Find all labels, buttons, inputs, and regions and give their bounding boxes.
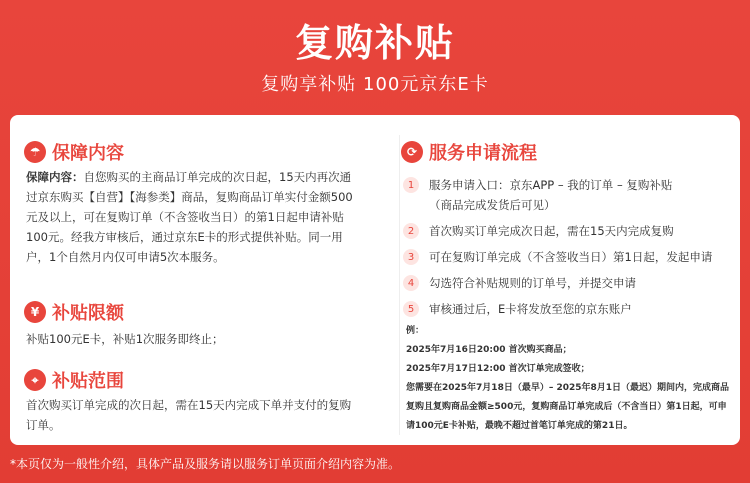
step-number: 5 <box>403 301 419 317</box>
guarantee-line-4: 100元。经我方审核后，通过京东E卡的形式提供补贴。同一用 <box>26 230 343 244</box>
yen-icon: ¥ <box>24 301 46 323</box>
example-line-2: 2025年7月17日12:00 首次订单完成签收； <box>406 364 590 374</box>
step-text: 审核通过后，E卡将发放至您的京东账户 <box>429 302 632 316</box>
guarantee-line-1: 自您购买的主商品订单完成的次日起，15天内再次通 <box>83 170 352 184</box>
example-line-5: 请100元E卡补贴，最晚不超过首笔订单完成的第21日。 <box>406 421 633 431</box>
process-steps <box>403 175 733 325</box>
umbrella-icon: ☂ <box>24 141 46 163</box>
guarantee-line-2: 过京东购买【自营】【海参类】商品，复购商品订单实付金额500 <box>26 190 353 204</box>
process-step <box>403 247 733 267</box>
process-header <box>401 139 537 165</box>
step-number: 1 <box>403 177 419 193</box>
process-step <box>403 273 733 293</box>
page-title: 复购补贴 <box>294 21 455 65</box>
example-block <box>406 322 736 436</box>
flow-icon: ⟳ <box>401 141 423 163</box>
limit-header <box>24 299 124 325</box>
scope-line-1: 首次购买订单完成的次日起，需在15天内完成下单并支付的复购 <box>26 398 352 412</box>
step-text: 首次购买订单完成次日起，需在15天内完成复购 <box>429 224 674 238</box>
step-number: 3 <box>403 249 419 265</box>
process-step <box>403 299 733 319</box>
guarantee-line-5: 户，1个自然月内仅可申请5次本服务。 <box>26 250 225 264</box>
limit-title: 补贴限额 <box>52 303 124 324</box>
scope-title: 补贴范围 <box>52 371 124 392</box>
footer-note: *本页仅为一般性介绍，具体产品及服务请以服务订单页面介绍内容为准。 <box>10 457 401 471</box>
process-step <box>403 175 733 215</box>
step-text: 可在复购订单完成（不含签收当日）第1日起，发起申请 <box>429 250 713 264</box>
location-icon: ⌖ <box>24 369 46 391</box>
page-subtitle: 复购享补贴 100元京东E卡 <box>261 74 489 95</box>
guarantee-header <box>24 139 124 165</box>
limit-text: 补贴100元E卡，补贴1次服务即终止； <box>26 332 224 346</box>
guarantee-text <box>26 167 391 267</box>
column-divider <box>399 135 400 435</box>
guarantee-line-3: 元及以上，可在复购订单（不含签收当日）的第1日起申请补贴 <box>26 210 344 224</box>
guarantee-label: 保障内容： <box>26 170 84 184</box>
info-card <box>10 115 740 445</box>
example-line-4: 复购且复购商品金额≥500元，复购商品订单完成后（不含当日）第1日起，可申 <box>406 402 727 412</box>
scope-text <box>26 395 391 435</box>
step-text: 勾选符合补贴规则的订单号，并提交申请 <box>429 276 636 290</box>
scope-header <box>24 367 124 393</box>
step-number: 2 <box>403 223 419 239</box>
guarantee-title: 保障内容 <box>52 143 124 164</box>
process-step <box>403 221 733 241</box>
example-line-1: 2025年7月16日20:00 首次购买商品； <box>406 345 572 355</box>
process-title: 服务申请流程 <box>429 143 537 164</box>
step-text: 服务申请入口：京东APP – 我的订单 – 复购补贴 <box>429 178 673 192</box>
step-subtext: （商品完成发货后可见） <box>429 198 556 212</box>
example-label: 例： <box>406 326 425 336</box>
example-line-3: 您需要在2025年7月18日（最早）– 2025年8月1日（最迟）期间内，完成商品 <box>406 383 730 393</box>
step-number: 4 <box>403 275 419 291</box>
scope-line-2: 订单。 <box>26 418 61 432</box>
